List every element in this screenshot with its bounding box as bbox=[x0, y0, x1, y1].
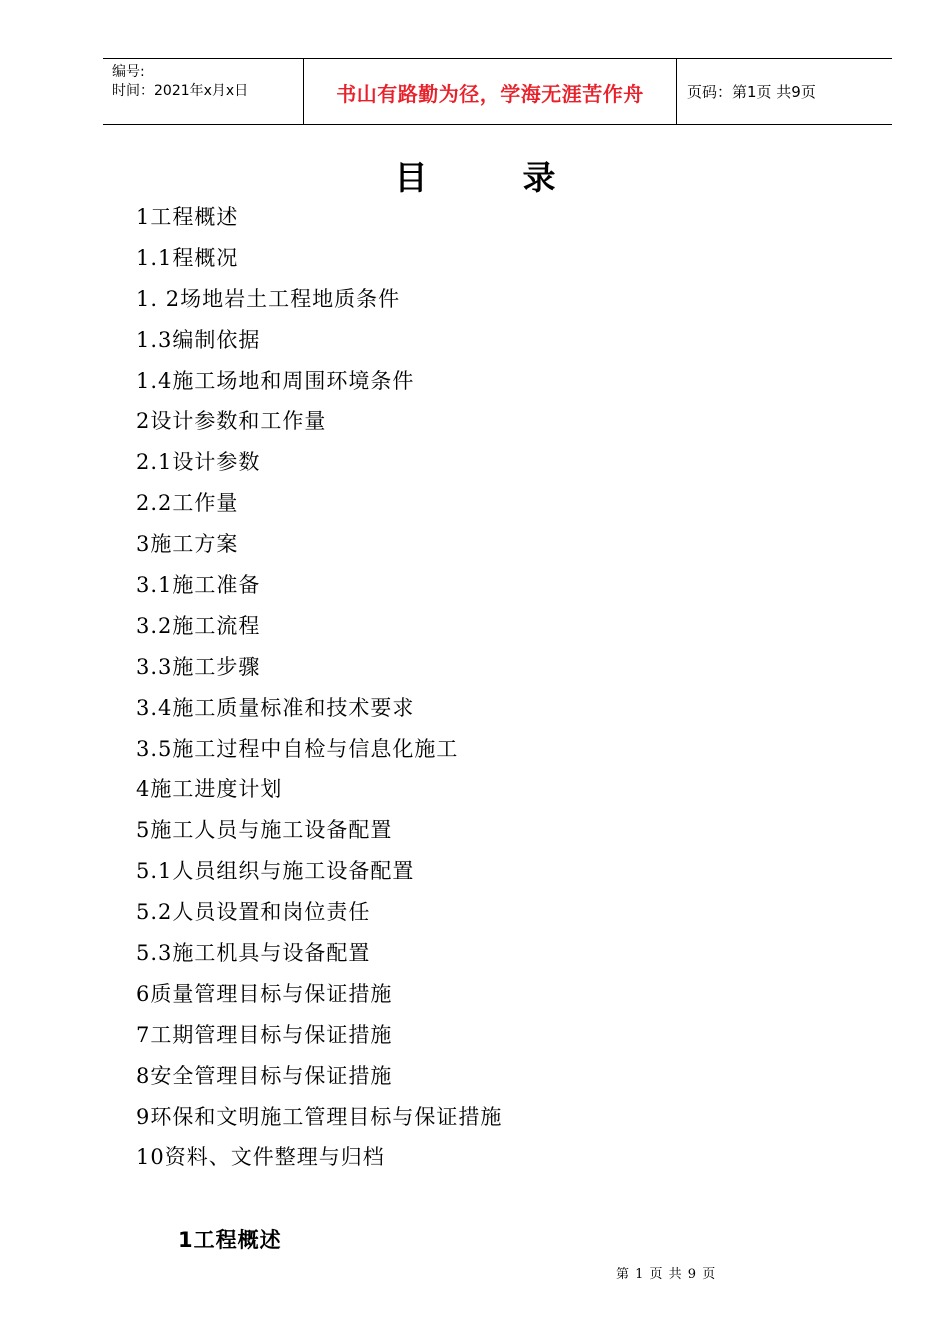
toc-item[interactable]: 3.2施工流程 bbox=[136, 613, 261, 638]
page-title: 目录 bbox=[394, 158, 651, 197]
toc-item[interactable]: 5.1人员组织与施工设备配置 bbox=[136, 859, 415, 884]
toc-item[interactable]: 1工程概述 bbox=[136, 205, 239, 229]
toc-item[interactable]: 8安全管理目标与保证措施 bbox=[136, 1063, 393, 1088]
toc-item[interactable]: 3.3施工步骤 bbox=[136, 654, 261, 679]
motto-text: 书山有路勤为径，学海无涯苦作舟 bbox=[336, 82, 644, 106]
toc-item[interactable]: 2.2工作量 bbox=[136, 491, 239, 516]
toc-item[interactable]: 6质量管理目标与保证措施 bbox=[136, 981, 393, 1006]
header-meta bbox=[103, 59, 304, 124]
toc-item[interactable]: 9环保和文明施工管理目标与保证措施 bbox=[136, 1104, 503, 1129]
section-heading: 1工程概述 bbox=[178, 1228, 282, 1252]
time-label: 时间：2021年x月x日 bbox=[112, 83, 249, 99]
toc-item[interactable]: 3.1施工准备 bbox=[136, 573, 261, 598]
toc-item[interactable]: 4施工进度计划 bbox=[136, 777, 283, 802]
toc-item[interactable]: 7工期管理目标与保证措施 bbox=[136, 1022, 393, 1047]
toc-item[interactable]: 3.5施工过程中自检与信息化施工 bbox=[136, 736, 459, 761]
toc-item[interactable]: 3施工方案 bbox=[136, 532, 239, 557]
toc-item[interactable]: 5.3施工机具与设备配置 bbox=[136, 941, 371, 966]
header-motto-cell bbox=[304, 59, 677, 124]
page-footer: 第 1 页 共 9 页 bbox=[616, 1267, 717, 1282]
page-info-text: 页码：第1页 共9页 bbox=[687, 83, 816, 101]
toc-item[interactable]: 1.4施工场地和周围环境条件 bbox=[136, 368, 415, 393]
toc-item[interactable]: 10资料、文件整理与归档 bbox=[136, 1145, 385, 1170]
table-of-contents bbox=[136, 197, 502, 1178]
toc-item[interactable]: 3.4施工质量标准和技术要求 bbox=[136, 695, 415, 720]
toc-item[interactable]: 5施工人员与施工设备配置 bbox=[136, 818, 393, 843]
toc-item[interactable]: 1.1程概况 bbox=[136, 245, 239, 270]
serial-label: 编号: bbox=[112, 64, 145, 80]
toc-item[interactable]: 1.3编制依据 bbox=[136, 327, 261, 352]
toc-item[interactable]: 5.2人员设置和岗位责任 bbox=[136, 900, 371, 925]
toc-item[interactable]: 2设计参数和工作量 bbox=[136, 409, 327, 434]
toc-item[interactable]: 1. 2场地岩土工程地质条件 bbox=[136, 286, 401, 311]
toc-item[interactable]: 2.1设计参数 bbox=[136, 450, 261, 475]
header-page-info bbox=[677, 59, 892, 124]
page-header bbox=[103, 58, 892, 125]
